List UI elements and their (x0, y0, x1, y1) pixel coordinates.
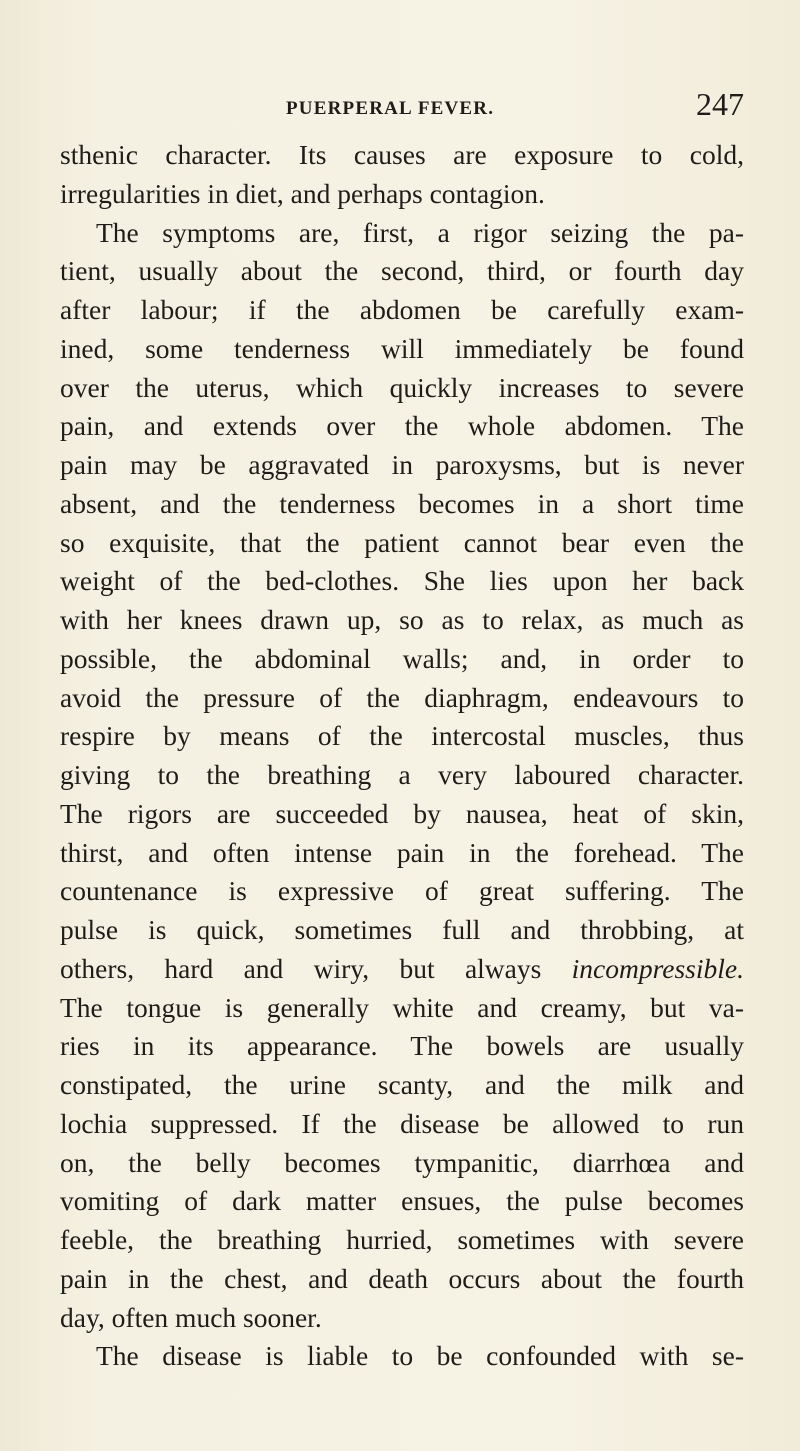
italic-emphasis: incompressible. (571, 952, 744, 984)
text-line: day, often much sooner. (60, 1301, 322, 1333)
body-text (60, 136, 744, 1376)
text-line: avoid the pressure of the diaphragm, endeavours to (60, 681, 744, 713)
text-line: tient, usually about the second, third, or fourth day (60, 255, 744, 287)
text-line: over the uterus, which quickly increases to severe (60, 371, 744, 403)
text-line: vomiting of dark matter ensues, the pulse becomes (60, 1185, 744, 1217)
text-line: so exquisite, that the patient cannot bear even the (60, 526, 744, 558)
text-run: others, hard and wiry, but always (60, 952, 572, 984)
text-line: ries in its appearance. The bowels are usually (60, 1030, 744, 1062)
text-line: pain may be aggravated in paroxysms, but is never (60, 449, 744, 480)
text-line: weight of the bed-clothes. She lies upon her back (60, 565, 744, 597)
running-title: PUERPERAL FEVER. (286, 98, 495, 119)
text-line: The disease is liable to be confounded with se- (96, 1340, 744, 1372)
text-line: feeble, the breathing hurried, sometimes with severe (60, 1224, 744, 1255)
text-line: irregularities in diet, and perhaps contagion. (60, 177, 545, 209)
text-line: lochia suppressed. If the disease be allowed to run (60, 1107, 744, 1139)
text-line: after labour; if the abdomen be carefully exam- (60, 294, 744, 325)
text-line: The rigors are succeeded by nausea, heat of skin, (60, 797, 744, 829)
text-line: pain, and extends over the whole abdomen. The (60, 410, 744, 442)
text-line: respire by means of the intercostal muscles, thus (60, 720, 744, 752)
text-line: constipated, the urine scanty, and the milk and (60, 1069, 744, 1100)
text-line: ined, some tenderness will immediately be found (60, 332, 744, 364)
text-line: The tongue is generally white and creamy, but va- (60, 991, 744, 1023)
text-line: giving to the breathing a very laboured character. (60, 759, 744, 790)
text-line (60, 950, 744, 989)
page-number: 247 (696, 86, 744, 122)
text-line: on, the belly becomes tympanitic, diarrhœa and (60, 1146, 744, 1178)
text-line: The symptoms are, first, a rigor seizing the pa- (96, 216, 744, 248)
text-line: thirst, and often intense pain in the forehead. The (60, 836, 744, 868)
text-line: sthenic character. Its causes are exposure to cold, (60, 139, 744, 170)
text-line: pulse is quick, sometimes full and throbbing, at (60, 914, 744, 945)
text-line: absent, and the tenderness becomes in a short time (60, 487, 744, 519)
text-line: pain in the chest, and death occurs about the fourth (60, 1262, 744, 1294)
running-head (60, 84, 744, 120)
text-line: countenance is expressive of great suffering. The (60, 875, 744, 907)
text-line: with her knees drawn up, so as to relax, as much as (60, 604, 744, 635)
text-line: possible, the abdominal walls; and, in order to (60, 642, 744, 674)
